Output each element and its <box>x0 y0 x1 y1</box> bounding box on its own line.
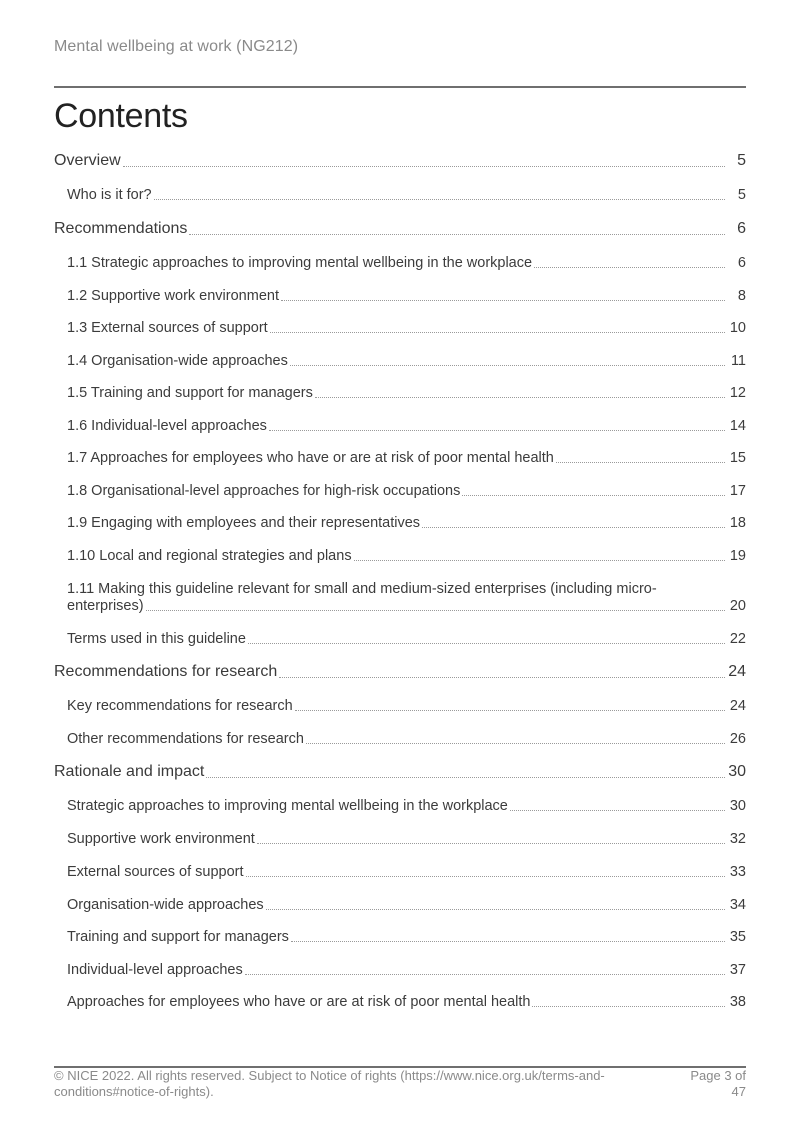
dot-leader <box>123 166 725 167</box>
toc-entry-label: 1.3 External sources of support <box>67 320 268 336</box>
dot-leader <box>354 560 725 561</box>
toc-page-number: 24 <box>728 663 746 680</box>
dot-leader <box>462 495 725 496</box>
dot-leader <box>189 234 725 235</box>
toc-section-entry[interactable] <box>54 762 746 782</box>
dot-leader <box>146 610 725 611</box>
toc-subsection-entry[interactable] <box>54 581 746 615</box>
toc-page-number: 18 <box>729 515 746 531</box>
toc-entry-label: Overview <box>54 152 121 169</box>
toc-entry-label: Recommendations for research <box>54 663 278 680</box>
dot-leader <box>206 777 725 778</box>
page-number <box>676 1068 746 1100</box>
toc-page-number: 17 <box>729 483 746 499</box>
toc-subsection-entry[interactable] <box>54 417 746 435</box>
toc-entry-label: 1.1 Strategic approaches to improving mental wellbeing in the workplace <box>67 255 533 271</box>
toc-page-number: 38 <box>729 994 746 1010</box>
running-header: Mental wellbeing at work (NG212) <box>54 38 299 55</box>
toc-page-number: 11 <box>730 353 746 369</box>
toc-entry-label: External sources of support <box>67 864 244 880</box>
dot-leader <box>510 810 725 811</box>
toc-entry-label: Approaches for employees who have or are at risk of poor mental health <box>67 994 531 1010</box>
toc-subsection-entry[interactable] <box>54 514 746 532</box>
toc-entry-label: Who is it for? <box>67 187 152 203</box>
copyright-line-1: © NICE 2022. All rights reserved. Subject to Notice of rights (https://www.nice.org.uk/terms-and- <box>54 1068 605 1083</box>
toc-entry-label: Recommendations <box>54 220 188 237</box>
toc-entry-label: Rationale and impact <box>54 763 205 780</box>
dot-leader <box>279 677 725 678</box>
toc-entry-label: Other recommendations for research <box>67 731 304 747</box>
toc-subsection-entry[interactable] <box>54 630 746 648</box>
dot-leader <box>306 743 725 744</box>
toc-page-number: 26 <box>729 731 746 747</box>
copyright-notice <box>54 1068 634 1100</box>
toc-subsection-entry[interactable] <box>54 993 746 1011</box>
toc-entry-label-continued: enterprises) <box>67 598 144 614</box>
toc-subsection-entry[interactable] <box>54 863 746 881</box>
toc-subsection-entry[interactable] <box>54 186 746 204</box>
toc-entry-label: Organisation-wide approaches <box>67 897 264 913</box>
toc-entry-label: Key recommendations for research <box>67 698 293 714</box>
toc-page-number: 19 <box>729 548 746 564</box>
dot-leader <box>422 527 725 528</box>
dot-leader <box>534 267 725 268</box>
toc-entry-label: Training and support for managers <box>67 929 289 945</box>
toc-entry-label: 1.9 Engaging with employees and their representatives <box>67 515 421 531</box>
toc-page-number: 14 <box>729 418 746 434</box>
toc-subsection-entry[interactable] <box>54 928 746 946</box>
dot-leader <box>270 332 725 333</box>
toc-page-number: 20 <box>729 598 746 614</box>
toc-subsection-entry[interactable] <box>54 797 746 815</box>
dot-leader <box>315 397 725 398</box>
toc-page-number: 35 <box>729 929 746 945</box>
toc-entry-label: 1.5 Training and support for managers <box>67 385 313 401</box>
toc-entry-label: 1.11 Making this guideline relevant for small and medium-sized enterprises (including micro- <box>67 581 657 597</box>
header-divider <box>54 86 746 88</box>
toc-page-number: 15 <box>729 450 746 466</box>
toc-page-number: 33 <box>729 864 746 880</box>
toc-subsection-entry[interactable] <box>54 547 746 565</box>
dot-leader <box>290 365 725 366</box>
page-number-line-2: 47 <box>731 1084 746 1099</box>
dot-leader <box>532 1006 725 1007</box>
toc-page-number: 6 <box>737 255 746 271</box>
toc-subsection-entry[interactable] <box>54 449 746 467</box>
dot-leader <box>257 843 725 844</box>
toc-page-number: 37 <box>729 962 746 978</box>
toc-entry-label: 1.8 Organisational-level approaches for high-risk occupations <box>67 483 461 499</box>
toc-subsection-entry[interactable] <box>54 482 746 500</box>
toc-section-entry[interactable] <box>54 662 746 682</box>
copyright-line-2: conditions#notice-of-rights). <box>54 1084 214 1099</box>
dot-leader <box>154 199 725 200</box>
toc-page-number: 6 <box>737 220 746 237</box>
toc-subsection-entry[interactable] <box>54 830 746 848</box>
dot-leader <box>556 462 725 463</box>
toc-subsection-entry[interactable] <box>54 730 746 748</box>
toc-page-number: 30 <box>728 763 746 780</box>
dot-leader <box>248 643 725 644</box>
dot-leader <box>281 300 725 301</box>
toc-page-number: 24 <box>729 698 746 714</box>
toc-section-entry[interactable] <box>54 219 746 239</box>
toc-entry-label: 1.7 Approaches for employees who have or are at risk of poor mental health <box>67 450 554 466</box>
toc-page-number: 34 <box>729 897 746 913</box>
page-number-line-1: Page 3 of <box>690 1068 746 1083</box>
toc-entry-label: 1.10 Local and regional strategies and plans <box>67 548 352 564</box>
document-page <box>54 0 746 1131</box>
toc-subsection-entry[interactable] <box>54 961 746 979</box>
toc-subsection-entry[interactable] <box>54 254 746 272</box>
toc-subsection-entry[interactable] <box>54 319 746 337</box>
toc-subsection-entry[interactable] <box>54 697 746 715</box>
toc-page-number: 22 <box>729 631 746 647</box>
contents-heading: Contents <box>54 97 188 135</box>
dot-leader <box>291 941 725 942</box>
toc-entry-label: Terms used in this guideline <box>67 631 246 647</box>
toc-entry-label: 1.2 Supportive work environment <box>67 288 279 304</box>
toc-section-entry[interactable] <box>54 151 746 171</box>
toc-subsection-entry[interactable] <box>54 896 746 914</box>
toc-entry-label: Individual-level approaches <box>67 962 243 978</box>
toc-page-number: 12 <box>729 385 746 401</box>
toc-entry-label: Strategic approaches to improving mental wellbeing in the workplace <box>67 798 508 814</box>
toc-page-number: 10 <box>729 320 746 336</box>
toc-entry-label: 1.4 Organisation-wide approaches <box>67 353 288 369</box>
dot-leader <box>295 710 725 711</box>
toc-page-number: 30 <box>729 798 746 814</box>
toc-subsection-entry[interactable] <box>54 384 746 402</box>
toc-entry-label: Supportive work environment <box>67 831 255 847</box>
dot-leader <box>266 909 725 910</box>
dot-leader <box>245 974 725 975</box>
toc-subsection-entry[interactable] <box>54 287 746 305</box>
toc-page-number: 5 <box>737 152 746 169</box>
toc-page-number: 32 <box>729 831 746 847</box>
toc-subsection-entry[interactable] <box>54 352 746 370</box>
dot-leader <box>246 876 725 877</box>
toc-entry-label: 1.6 Individual-level approaches <box>67 418 267 434</box>
dot-leader <box>269 430 725 431</box>
toc-page-number: 5 <box>737 187 746 203</box>
toc-page-number: 8 <box>737 288 746 304</box>
